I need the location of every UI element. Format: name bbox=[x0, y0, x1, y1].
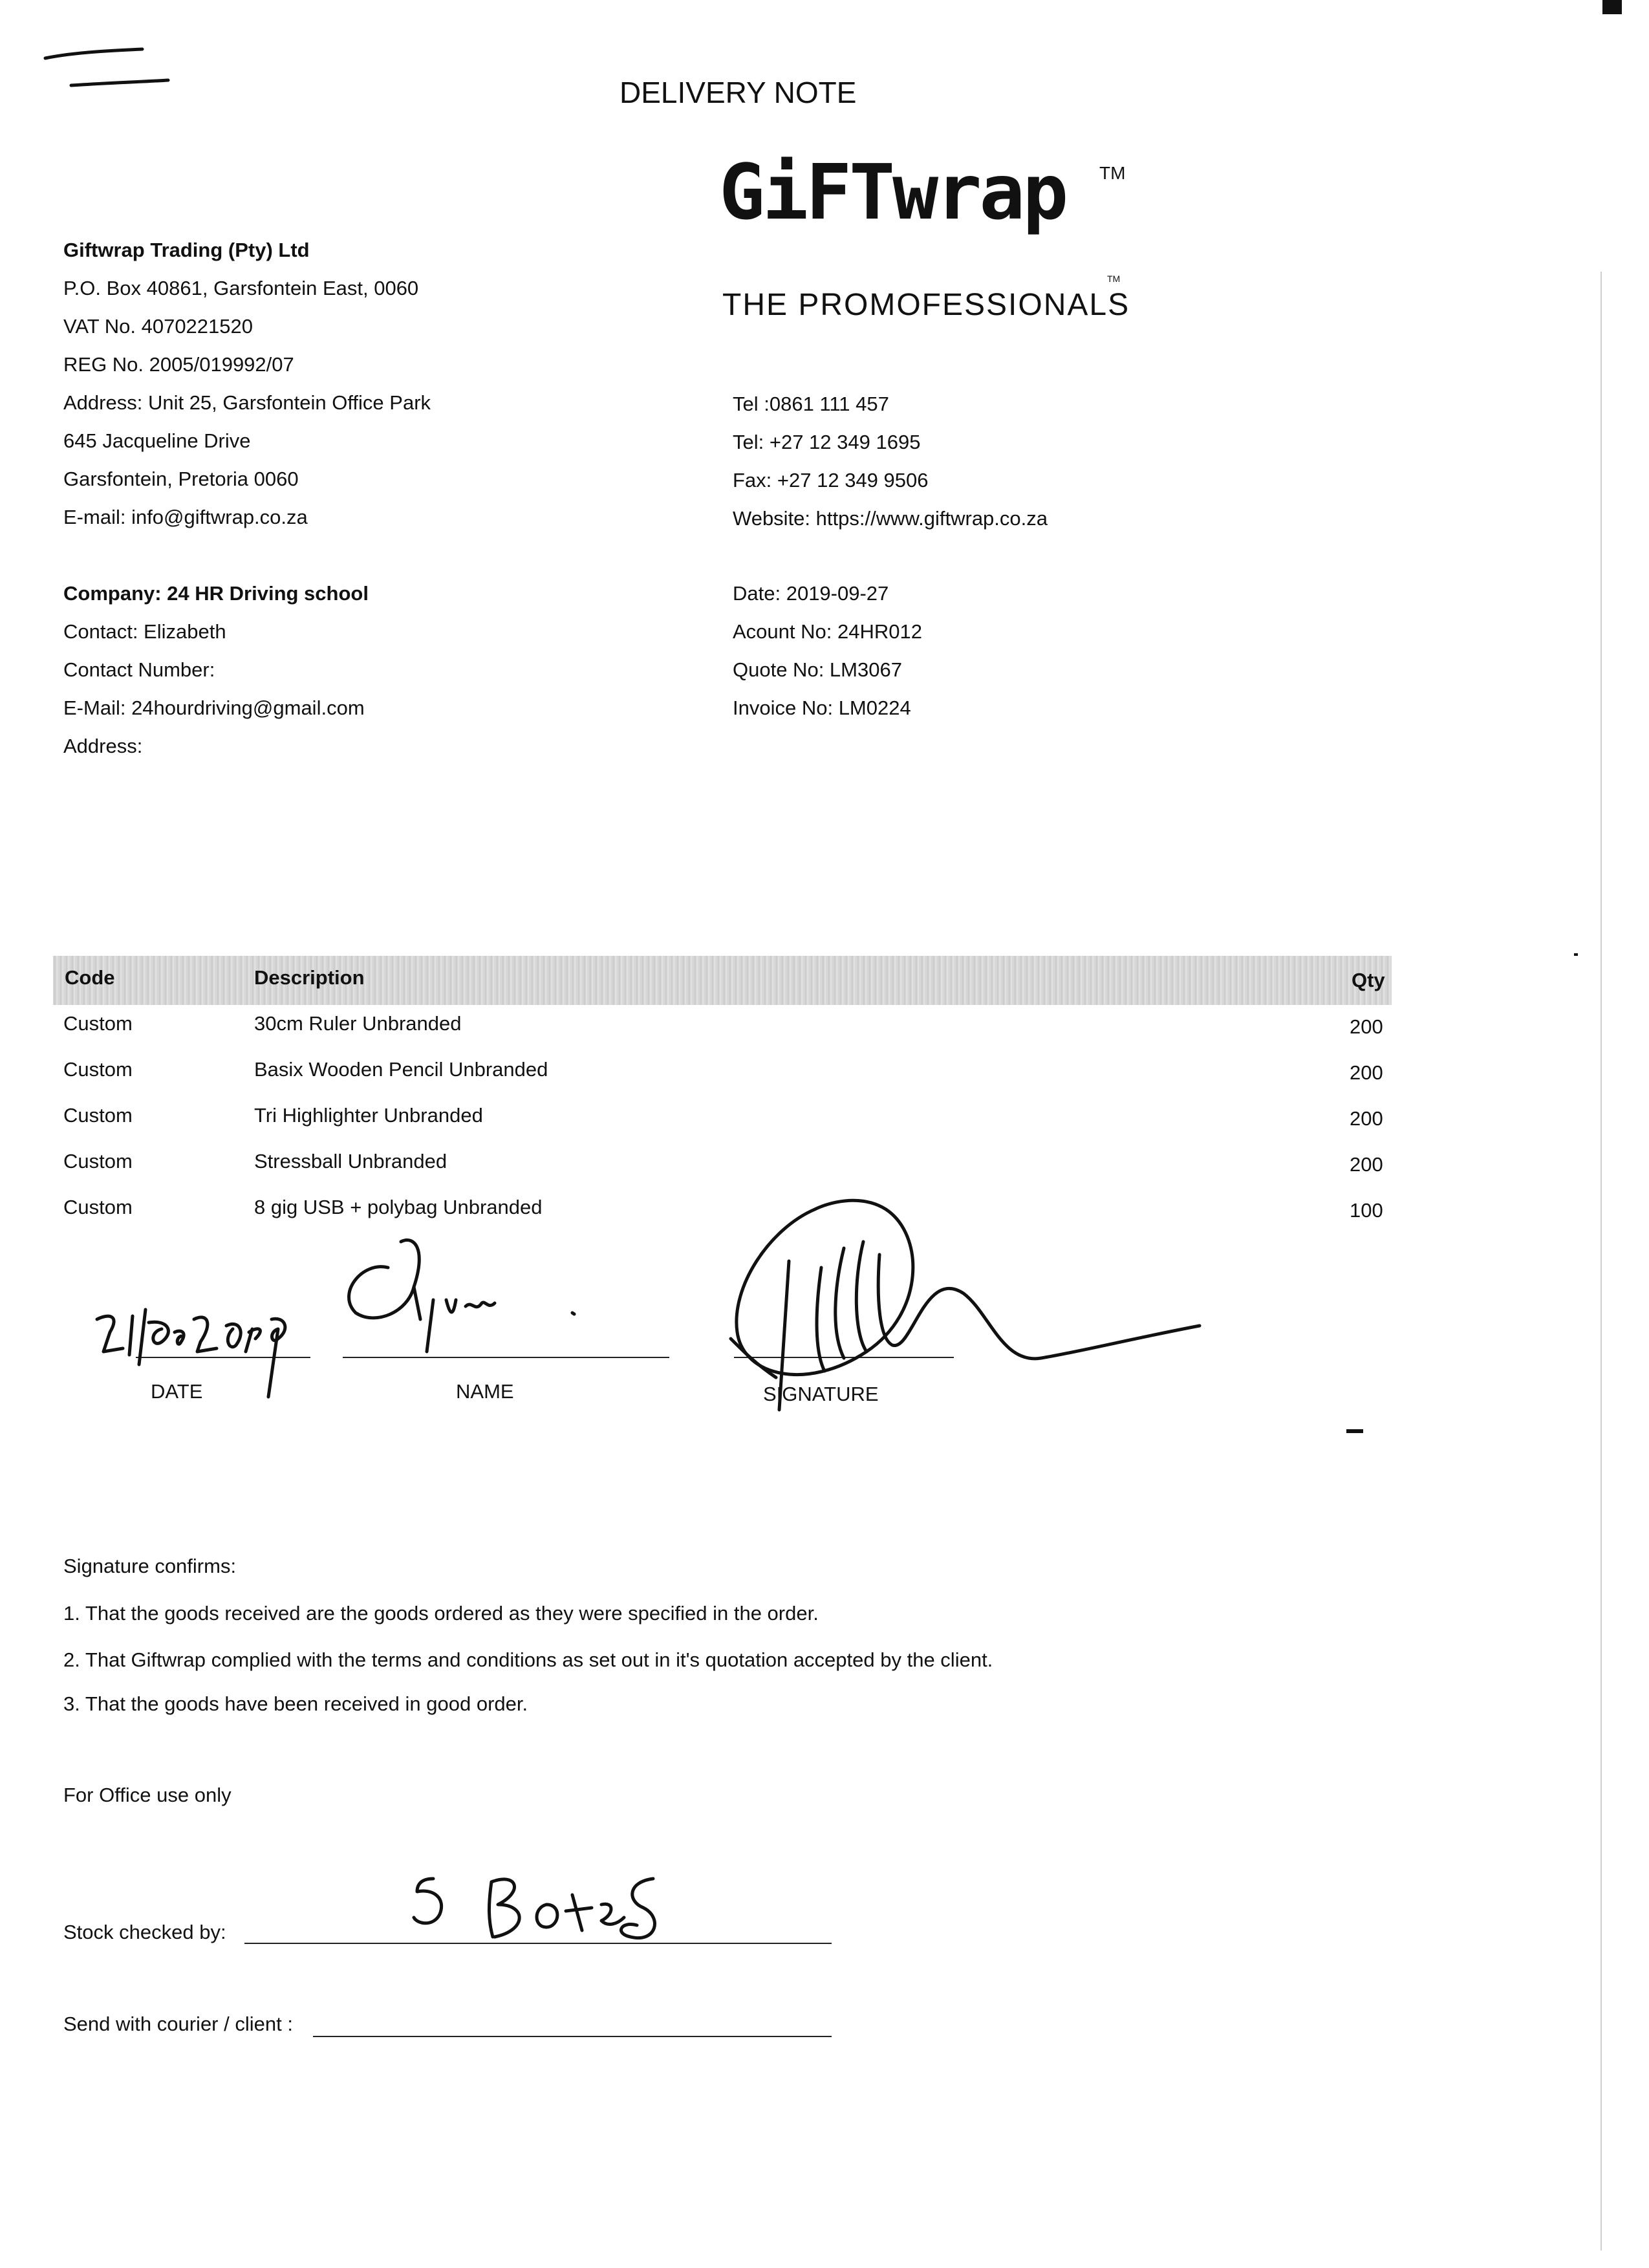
contact-tel-2: Tel: +27 12 349 1695 bbox=[733, 431, 921, 453]
row-description: Basix Wooden Pencil Unbranded bbox=[254, 1058, 548, 1081]
order-quote-no: Quote No: LM3067 bbox=[733, 658, 902, 681]
customer-address: Address: bbox=[63, 735, 143, 757]
contact-website: Website: https://www.giftwrap.co.za bbox=[733, 507, 1048, 530]
customer-contact: Contact: Elizabeth bbox=[63, 620, 226, 643]
row-description: Stressball Unbranded bbox=[254, 1150, 447, 1172]
row-qty: 200 bbox=[1350, 1107, 1383, 1130]
scan-mark bbox=[1346, 1429, 1363, 1433]
confirmation-item: 3. That the goods have been received in good order. bbox=[63, 1692, 528, 1715]
contact-fax: Fax: +27 12 349 9506 bbox=[733, 469, 929, 491]
name-label: NAME bbox=[456, 1380, 514, 1403]
header-description: Description bbox=[254, 966, 365, 989]
company-address-2: 645 Jacqueline Drive bbox=[63, 429, 251, 452]
brand-logo-tm: TM bbox=[1099, 163, 1126, 183]
company-name: Giftwrap Trading (Pty) Ltd bbox=[63, 239, 310, 261]
confirmation-item: 2. That Giftwrap complied with the terms and conditions as set out in it's quotation accepted by the client. bbox=[63, 1648, 993, 1671]
brand-tagline: THE PROMOFESSIONALS bbox=[722, 288, 1130, 322]
brand-logo: GiFTwrap bbox=[719, 147, 1066, 237]
row-code: Custom bbox=[63, 1150, 133, 1172]
row-qty: 200 bbox=[1350, 1015, 1383, 1038]
send-with-label: Send with courier / client : bbox=[63, 2013, 293, 2035]
company-reg: REG No. 2005/019992/07 bbox=[63, 353, 294, 376]
customer-email: E-Mail: 24hourdriving@gmail.com bbox=[63, 697, 365, 719]
scan-edge-line bbox=[1600, 272, 1602, 2251]
handwritten-mark bbox=[39, 32, 207, 123]
stock-checked-label: Stock checked by: bbox=[63, 1921, 226, 1943]
row-code: Custom bbox=[63, 1104, 133, 1127]
order-date: Date: 2019-09-27 bbox=[733, 582, 889, 605]
scan-mark bbox=[1602, 0, 1622, 14]
row-code: Custom bbox=[63, 1196, 133, 1218]
handwritten-date bbox=[84, 1293, 317, 1423]
confirmation-item: 1. That the goods received are the goods ordered as they were specified in the order. bbox=[63, 1602, 819, 1625]
header-qty: Qty bbox=[1352, 969, 1385, 991]
signature-label: SIGNATURE bbox=[763, 1383, 879, 1405]
order-account-no: Acount No: 24HR012 bbox=[733, 620, 922, 643]
row-code: Custom bbox=[63, 1058, 133, 1081]
company-address-3: Garsfontein, Pretoria 0060 bbox=[63, 468, 299, 490]
customer-company: Company: 24 HR Driving school bbox=[63, 582, 369, 605]
header-code: Code bbox=[65, 966, 115, 989]
company-address-1: Address: Unit 25, Garsfontein Office Park bbox=[63, 391, 431, 414]
company-vat: VAT No. 4070221520 bbox=[63, 315, 253, 338]
company-email: E-mail: info@giftwrap.co.za bbox=[63, 506, 308, 528]
handwritten-signature bbox=[718, 1183, 1222, 1442]
office-heading: For Office use only bbox=[63, 1784, 232, 1806]
row-qty: 200 bbox=[1350, 1061, 1383, 1084]
confirmation-heading: Signature confirms: bbox=[63, 1555, 237, 1577]
handwritten-stock-checked bbox=[407, 1866, 718, 1950]
date-label: DATE bbox=[151, 1380, 203, 1403]
row-qty: 200 bbox=[1350, 1153, 1383, 1176]
row-code: Custom bbox=[63, 1012, 133, 1035]
page-title: DELIVERY NOTE bbox=[620, 76, 857, 109]
company-po-box: P.O. Box 40861, Garsfontein East, 0060 bbox=[63, 277, 419, 299]
order-invoice-no: Invoice No: LM0224 bbox=[733, 697, 911, 719]
contact-tel-1: Tel :0861 111 457 bbox=[733, 393, 889, 415]
brand-tagline-tm: TM bbox=[1107, 274, 1121, 284]
row-description: 8 gig USB + polybag Unbranded bbox=[254, 1196, 543, 1218]
handwritten-name bbox=[317, 1222, 588, 1390]
row-qty: 100 bbox=[1350, 1199, 1383, 1222]
scan-mark bbox=[1574, 953, 1578, 956]
send-with-line bbox=[313, 2036, 832, 2037]
customer-contact-number: Contact Number: bbox=[63, 658, 215, 681]
row-description: 30cm Ruler Unbranded bbox=[254, 1012, 462, 1035]
row-description: Tri Highlighter Unbranded bbox=[254, 1104, 483, 1127]
